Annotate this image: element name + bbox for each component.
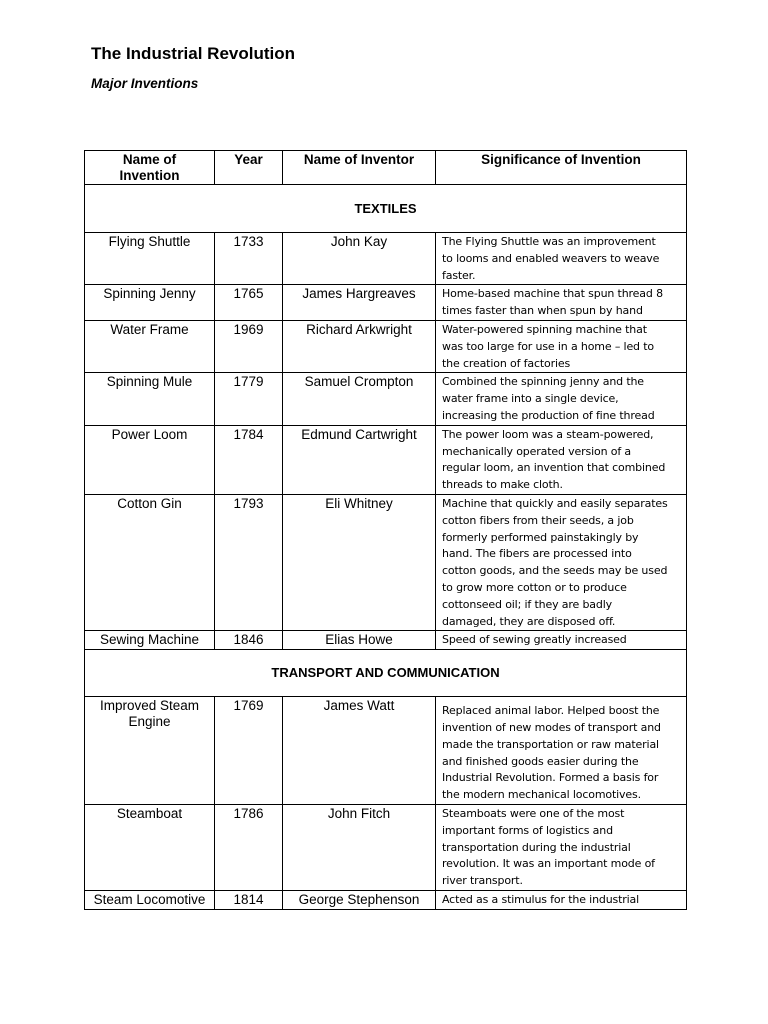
cell-inventor: Edmund Cartwright	[283, 425, 436, 494]
cell-inventor: Elias Howe	[283, 631, 436, 650]
header-inventor: Name of Inventor	[283, 151, 436, 185]
cell-inventor: Samuel Crompton	[283, 373, 436, 425]
cell-inventor: John Fitch	[283, 804, 436, 890]
table-row	[85, 285, 687, 321]
section-title: TRANSPORT AND COMMUNICATION	[85, 650, 687, 697]
table-row	[85, 320, 687, 372]
cell-inventor: James Hargreaves	[283, 285, 436, 321]
section-title: TEXTILES	[85, 185, 687, 233]
cell-inventor: Richard Arkwright	[283, 320, 436, 372]
page-title: The Industrial Revolution	[91, 44, 296, 63]
cell-name: Cotton Gin	[85, 494, 215, 630]
cell-name: Steamboat	[85, 804, 215, 890]
table-row	[85, 804, 687, 890]
cell-year: 1793	[215, 494, 283, 630]
section-row-textiles	[85, 185, 687, 233]
cell-year: 1779	[215, 373, 283, 425]
cell-significance: Replaced animal labor. Helped boost the invention of new modes of transport and made the transportation or raw material and finished goods easier during the Industrial Revolution. Formed a basis for the modern mechanical locomotives.	[436, 697, 687, 805]
cell-significance: The Flying Shuttle was an improvement to looms and enabled weavers to weave faster.	[436, 233, 687, 285]
cell-inventor: John Kay	[283, 233, 436, 285]
cell-name: Spinning Mule	[85, 373, 215, 425]
cell-year: 1814	[215, 890, 283, 909]
table-row	[85, 631, 687, 650]
page-subtitle: Major Inventions	[91, 76, 199, 91]
cell-name: Power Loom	[85, 425, 215, 494]
cell-name: Steam Locomotive	[85, 890, 215, 909]
cell-inventor: Eli Whitney	[283, 494, 436, 630]
cell-inventor: James Watt	[283, 697, 436, 805]
cell-year: 1784	[215, 425, 283, 494]
cell-significance: The power loom was a steam-powered, mechanically operated version of a regular loom, an invention that combined threads to make cloth.	[436, 425, 687, 494]
cell-name: Water Frame	[85, 320, 215, 372]
cell-name: Spinning Jenny	[85, 285, 215, 321]
cell-significance: Water-powered spinning machine that was too large for use in a home – led to the creation of factories	[436, 320, 687, 372]
table-row	[85, 494, 687, 630]
table-row	[85, 697, 687, 805]
header-year: Year	[215, 151, 283, 185]
cell-inventor: George Stephenson	[283, 890, 436, 909]
cell-year: 1846	[215, 631, 283, 650]
cell-significance: Speed of sewing greatly increased	[436, 631, 687, 650]
cell-year: 1769	[215, 697, 283, 805]
cell-name: Flying Shuttle	[85, 233, 215, 285]
table-row	[85, 233, 687, 285]
table-row	[85, 373, 687, 425]
cell-significance: Home-based machine that spun thread 8 times faster than when spun by hand	[436, 285, 687, 321]
cell-significance: Machine that quickly and easily separates cotton fibers from their seeds, a job formerly performed painstakingly by hand. The fibers are processed into cotton goods, and the seeds may be used to grow more cotton or to produce cottonseed oil; if they are badly damaged, they are disposed off.	[436, 494, 687, 630]
inventions-table	[84, 150, 687, 910]
cell-significance: Acted as a stimulus for the industrial	[436, 890, 687, 909]
cell-year: 1765	[215, 285, 283, 321]
header-invention-name: Name of Invention	[85, 151, 215, 185]
cell-name: Improved Steam Engine	[85, 697, 215, 805]
cell-year: 1733	[215, 233, 283, 285]
table-header-row	[85, 151, 687, 185]
header-significance: Significance of Invention	[436, 151, 687, 185]
cell-significance: Combined the spinning jenny and the water frame into a single device, increasing the production of fine thread	[436, 373, 687, 425]
cell-significance: Steamboats were one of the most important forms of logistics and transportation during the industrial revolution. It was an important mode of river transport.	[436, 804, 687, 890]
cell-year: 1786	[215, 804, 283, 890]
table-row	[85, 425, 687, 494]
cell-year: 1969	[215, 320, 283, 372]
section-row-transport	[85, 650, 687, 697]
cell-name: Sewing Machine	[85, 631, 215, 650]
table-row	[85, 890, 687, 909]
